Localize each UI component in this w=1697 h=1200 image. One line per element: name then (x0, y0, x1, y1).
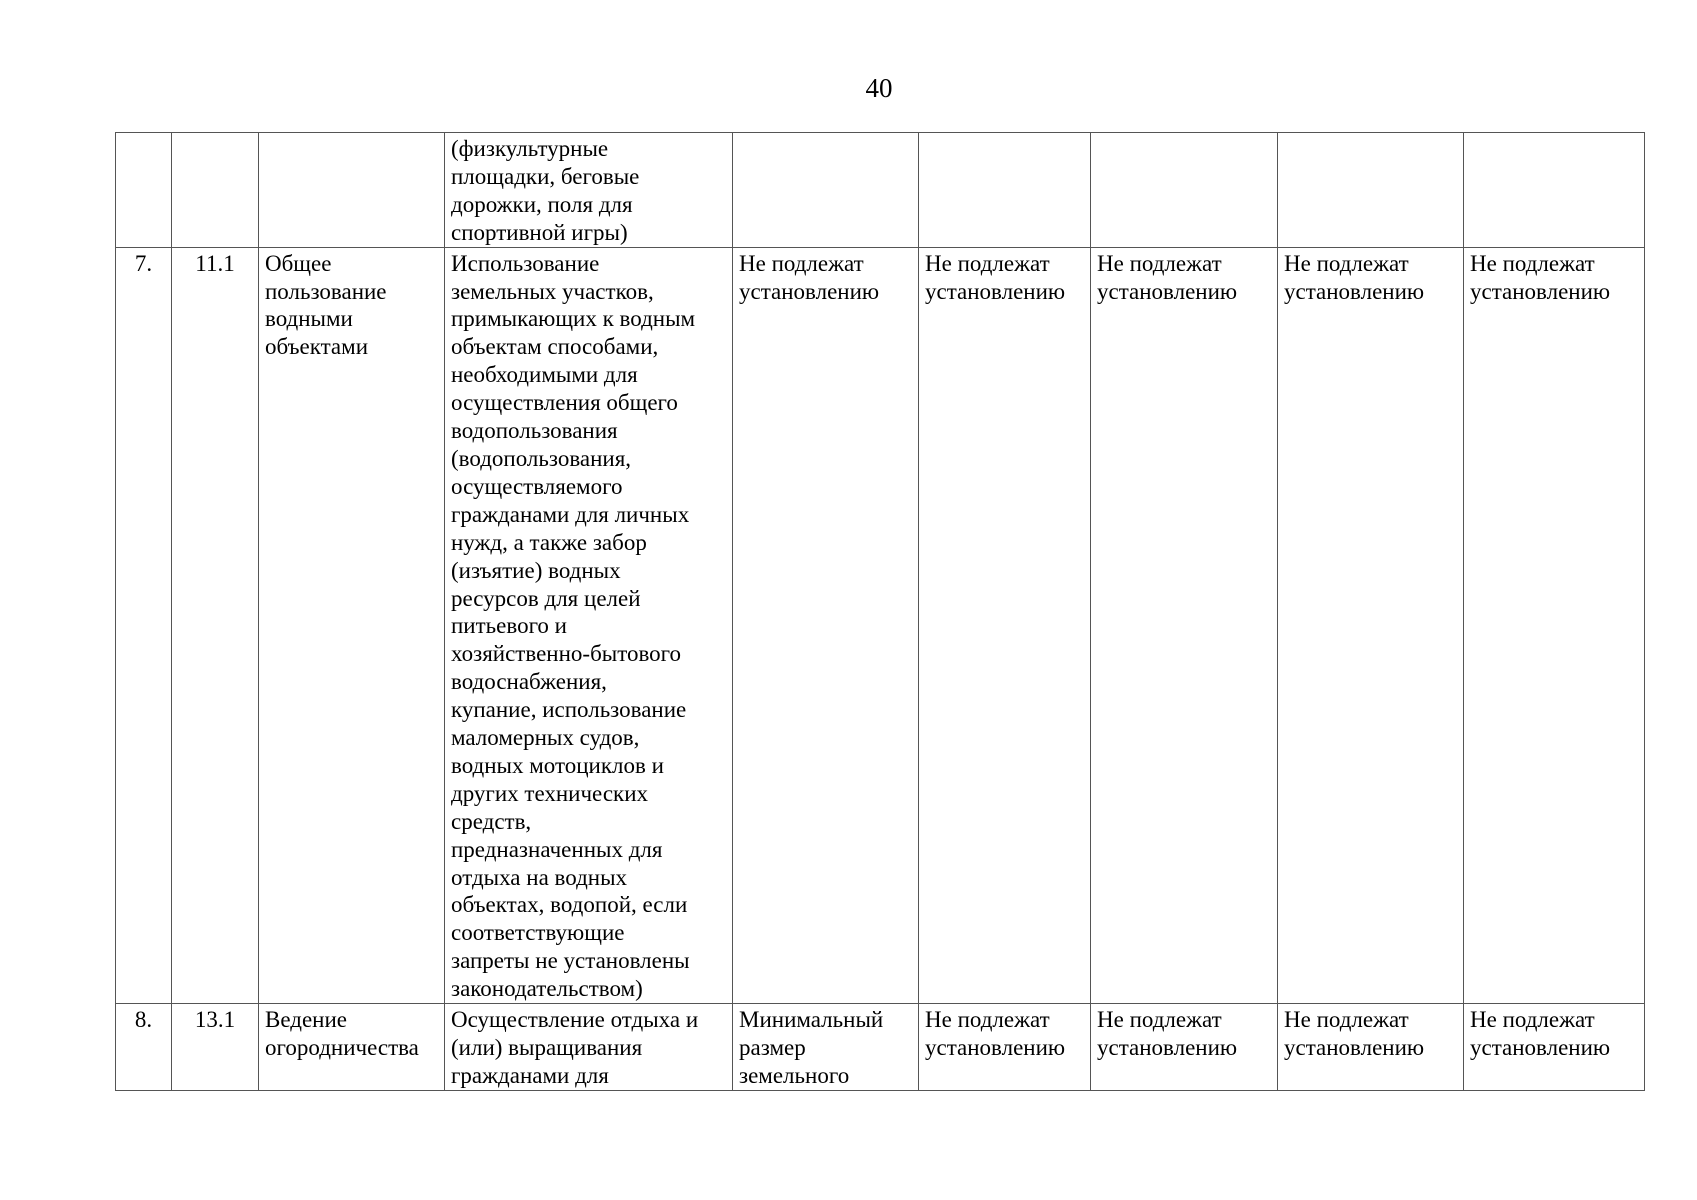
parameter-cell (1091, 133, 1278, 248)
page-number: 40 (865, 73, 893, 103)
row-number-cell (116, 133, 172, 248)
parameter-cell: Минимальный размер земельного (733, 1004, 919, 1091)
parameter-cell: Не подлежат установлению (919, 1004, 1091, 1091)
code-cell: 11.1 (172, 247, 259, 1003)
parameter-cell: Не подлежат установлению (1091, 247, 1278, 1003)
table-row (116, 133, 1645, 248)
parameter-cell (733, 133, 919, 248)
use-name-cell: Ведение огородничества (259, 1004, 445, 1091)
use-name-cell: Общее пользование водными объектами (259, 247, 445, 1003)
parameter-cell (1278, 133, 1464, 248)
use-name-cell (259, 133, 445, 248)
use-description-cell: (физкультурные площадки, беговые дорожки, поля для спортивной игры) (445, 133, 733, 248)
parameter-cell (1464, 133, 1645, 248)
parameter-cell: Не подлежат установлению (1464, 1004, 1645, 1091)
row-number-cell: 7. (116, 247, 172, 1003)
parameter-cell: Не подлежат установлению (1278, 1004, 1464, 1091)
table-row (116, 1004, 1645, 1091)
parameter-cell: Не подлежат установлению (1464, 247, 1645, 1003)
parameter-cell: Не подлежат установлению (919, 247, 1091, 1003)
parameter-cell: Не подлежат установлению (1091, 1004, 1278, 1091)
parameter-cell: Не подлежат установлению (733, 247, 919, 1003)
code-cell: 13.1 (172, 1004, 259, 1091)
parameter-cell (919, 133, 1091, 248)
code-cell (172, 133, 259, 248)
parameter-cell: Не подлежат установлению (1278, 247, 1464, 1003)
row-number-cell: 8. (116, 1004, 172, 1091)
table-row (116, 247, 1645, 1003)
use-description-cell: Осуществление отдыха и (или) выращивания гражданами для (445, 1004, 733, 1091)
use-description-cell: Использование земельных участков, примыкающих к водным объектам способами, необходимыми для осуществления общего водопользования (водопользования, осуществляемого гражданами для личных нужд, а также забор (изъятие) водных ресурсов для целей питьевого и хозяйственно-бытового водоснабжения, купание, использование маломерных судов, водных мотоциклов и других технических средств, предназначенных для отдыха на водных объектах, водопой, если соответствующие запреты не установлены законодательством) (445, 247, 733, 1003)
land-use-table (115, 132, 1645, 1091)
